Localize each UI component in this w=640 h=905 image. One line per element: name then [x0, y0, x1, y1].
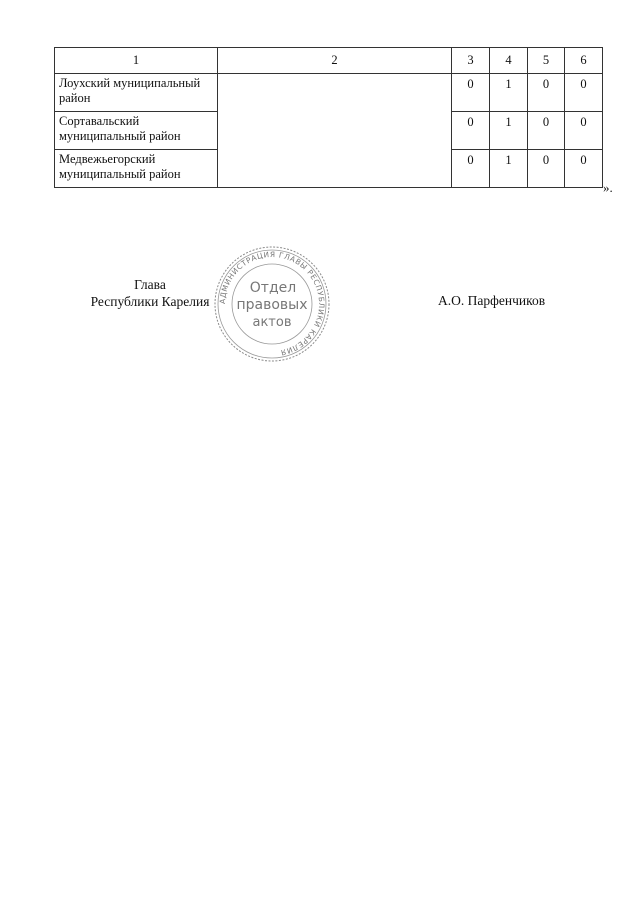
cell-col-3: 0 [452, 112, 490, 150]
cell-col-4: 1 [490, 150, 528, 188]
column-header-2: 2 [218, 48, 452, 74]
column-header-6: 6 [565, 48, 603, 74]
column-header-1: 1 [55, 48, 218, 74]
table-row [55, 74, 603, 112]
table-header-row [55, 48, 603, 74]
district-name: Лоухский муниципальный район [55, 74, 218, 112]
official-stamp-icon [212, 244, 332, 364]
cell-col-5: 0 [528, 112, 565, 150]
column-header-4: 4 [490, 48, 528, 74]
cell-col-4: 1 [490, 112, 528, 150]
closing-quote-mark: ». [603, 180, 613, 195]
column-header-3: 3 [452, 48, 490, 74]
stamp-ring-text: АДМИНИСТРАЦИЯ ГЛАВЫ РЕСПУБЛИКИ КАРЕЛИЯ [217, 249, 327, 358]
stamp-line-3: актов [252, 315, 292, 330]
signatory-title-line-2: Республики Карелия [90, 294, 210, 309]
signatory-title [80, 276, 220, 310]
cell-col-6: 0 [565, 112, 603, 150]
district-name: Сортавальский муниципальный район [55, 112, 218, 150]
column-header-5: 5 [528, 48, 565, 74]
cell-col-4: 1 [490, 74, 528, 112]
district-name: Медвежьегорский муниципальный район [55, 150, 218, 188]
merged-column-2-cell [218, 74, 452, 188]
cell-col-3: 0 [452, 74, 490, 112]
cell-col-6: 0 [565, 150, 603, 188]
signatory-name: А.О. Парфенчиков [438, 293, 546, 308]
stamp-line-1: Отдел [249, 280, 297, 296]
data-table [54, 47, 603, 188]
cell-col-5: 0 [528, 150, 565, 188]
cell-col-6: 0 [565, 74, 603, 112]
cell-col-5: 0 [528, 74, 565, 112]
cell-col-3: 0 [452, 150, 490, 188]
signatory-title-line-1: Глава [134, 277, 166, 292]
stamp-line-2: правовых [236, 297, 308, 313]
